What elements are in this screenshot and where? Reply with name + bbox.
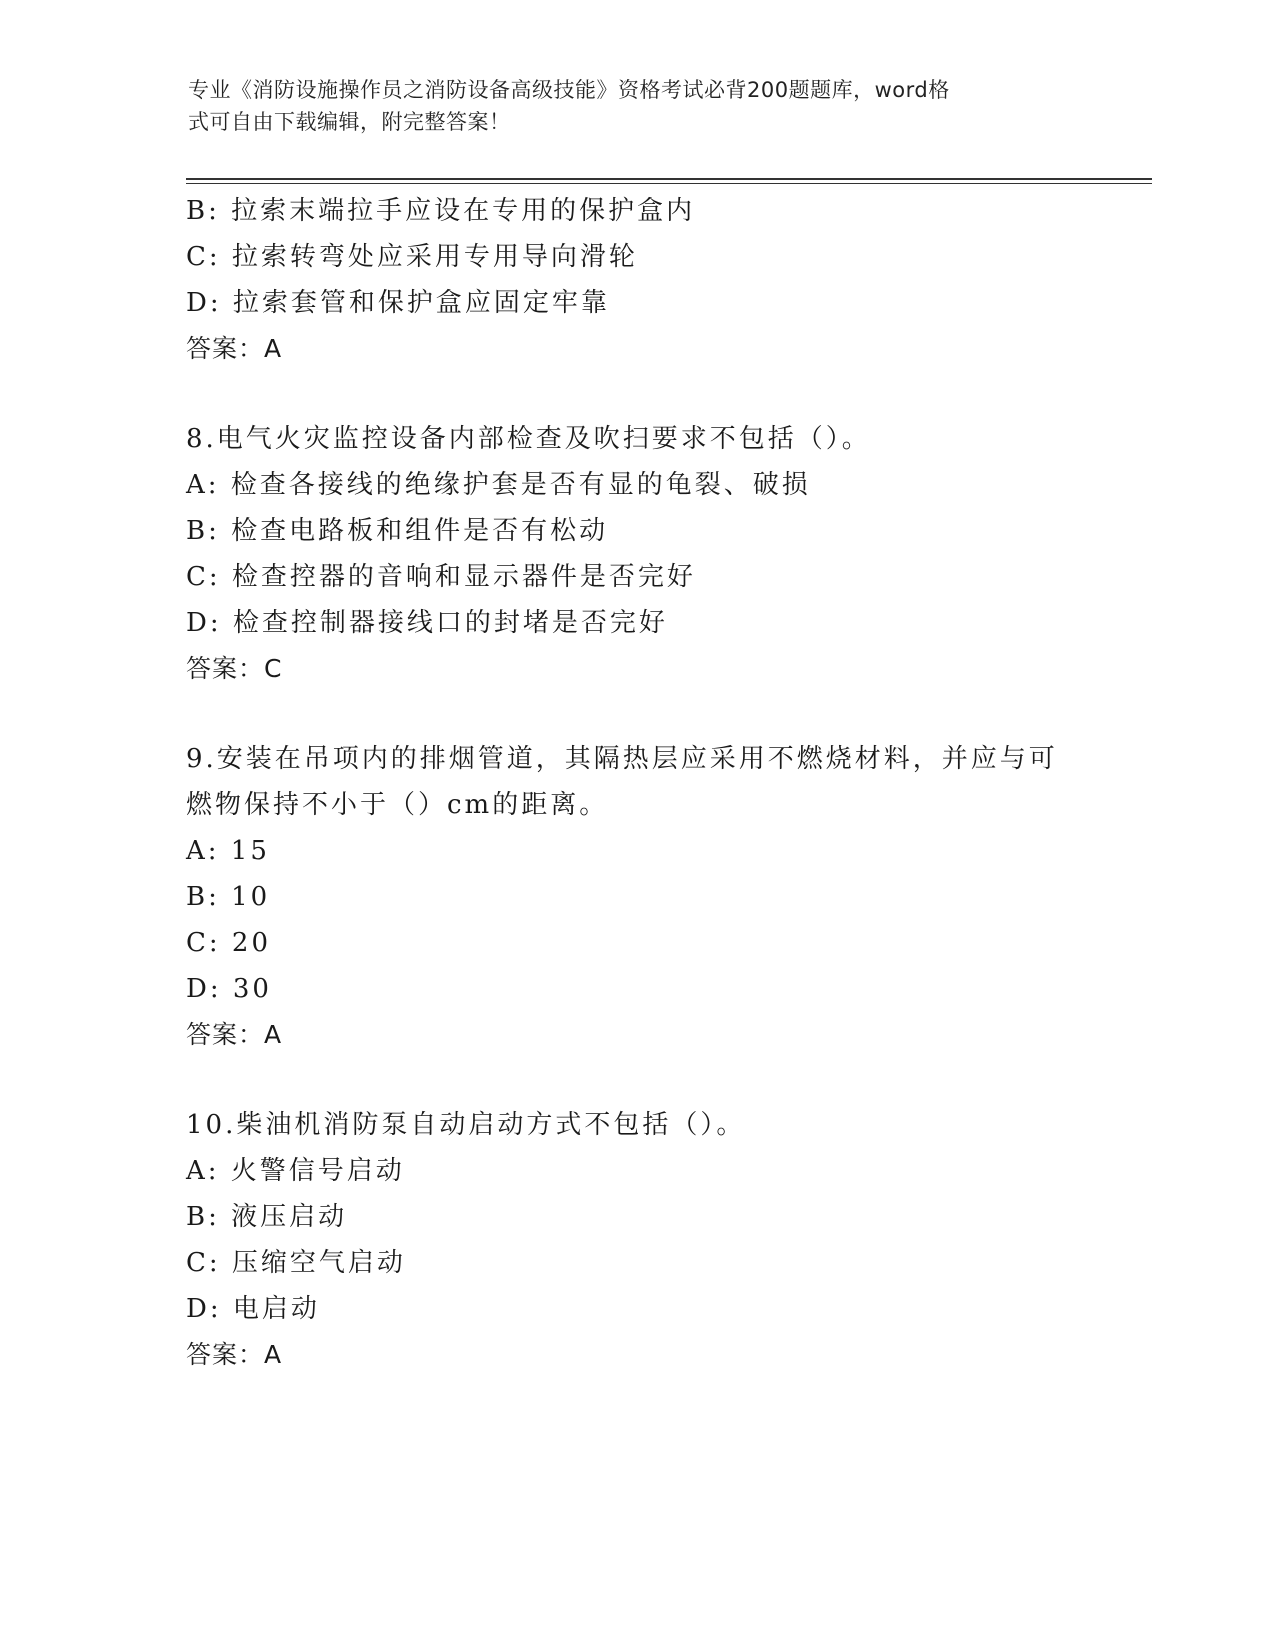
option-d: D: 电启动: [186, 1294, 320, 1324]
option-b: B: 拉索末端拉手应设在专用的保护盒内: [186, 196, 696, 226]
option-d: D: 30: [186, 974, 272, 1004]
header-divider-thick: [186, 178, 1152, 180]
document-header: [188, 74, 1068, 138]
question-9: [186, 736, 1086, 1058]
option-c: C: 检查控器的音响和显示器件是否完好: [186, 562, 696, 592]
answer-label: 答案：A: [186, 1020, 283, 1049]
header-line-2: 式可自由下载编辑，附完整答案！: [188, 110, 511, 134]
question-text-line-2: 燃物保持不小于（）cm的距离。: [186, 790, 609, 820]
question-8: [186, 416, 1086, 692]
answer-label: 答案：A: [186, 334, 283, 363]
question-text: 10.柴油机消防泵自动启动方式不包括（）。: [186, 1110, 746, 1140]
option-d: D: 拉索套管和保护盒应固定牢靠: [186, 288, 610, 318]
question-10: [186, 1102, 1086, 1378]
answer-label: 答案：C: [186, 654, 283, 683]
question-7-tail: [186, 188, 1086, 372]
header-line-1: 专业《消防设施操作员之消防设备高级技能》资格考试必背200题题库，word格: [188, 78, 950, 102]
option-b: B: 10: [186, 882, 271, 912]
option-c: C: 压缩空气启动: [186, 1248, 406, 1278]
option-a: A: 15: [186, 836, 270, 866]
option-b: B: 液压启动: [186, 1202, 348, 1232]
question-list: [186, 188, 1086, 1378]
option-c: C: 20: [186, 928, 272, 958]
question-text-line-1: 9.安装在吊项内的排烟管道，其隔热层应采用不燃烧材料，并应与可: [186, 744, 1058, 774]
option-d: D: 检查控制器接线口的封堵是否完好: [186, 608, 668, 638]
option-b: B: 检查电路板和组件是否有松动: [186, 516, 609, 546]
option-a: A: 火警信号启动: [186, 1156, 405, 1186]
header-divider-thin: [186, 183, 1152, 184]
option-c: C: 拉索转弯处应采用专用导向滑轮: [186, 242, 638, 272]
question-text: 8.电气火灾监控设备内部检查及吹扫要求不包括（）。: [186, 424, 871, 454]
option-a: A: 检查各接线的绝缘护套是否有显的龟裂、破损: [186, 470, 811, 500]
answer-label: 答案：A: [186, 1340, 283, 1369]
